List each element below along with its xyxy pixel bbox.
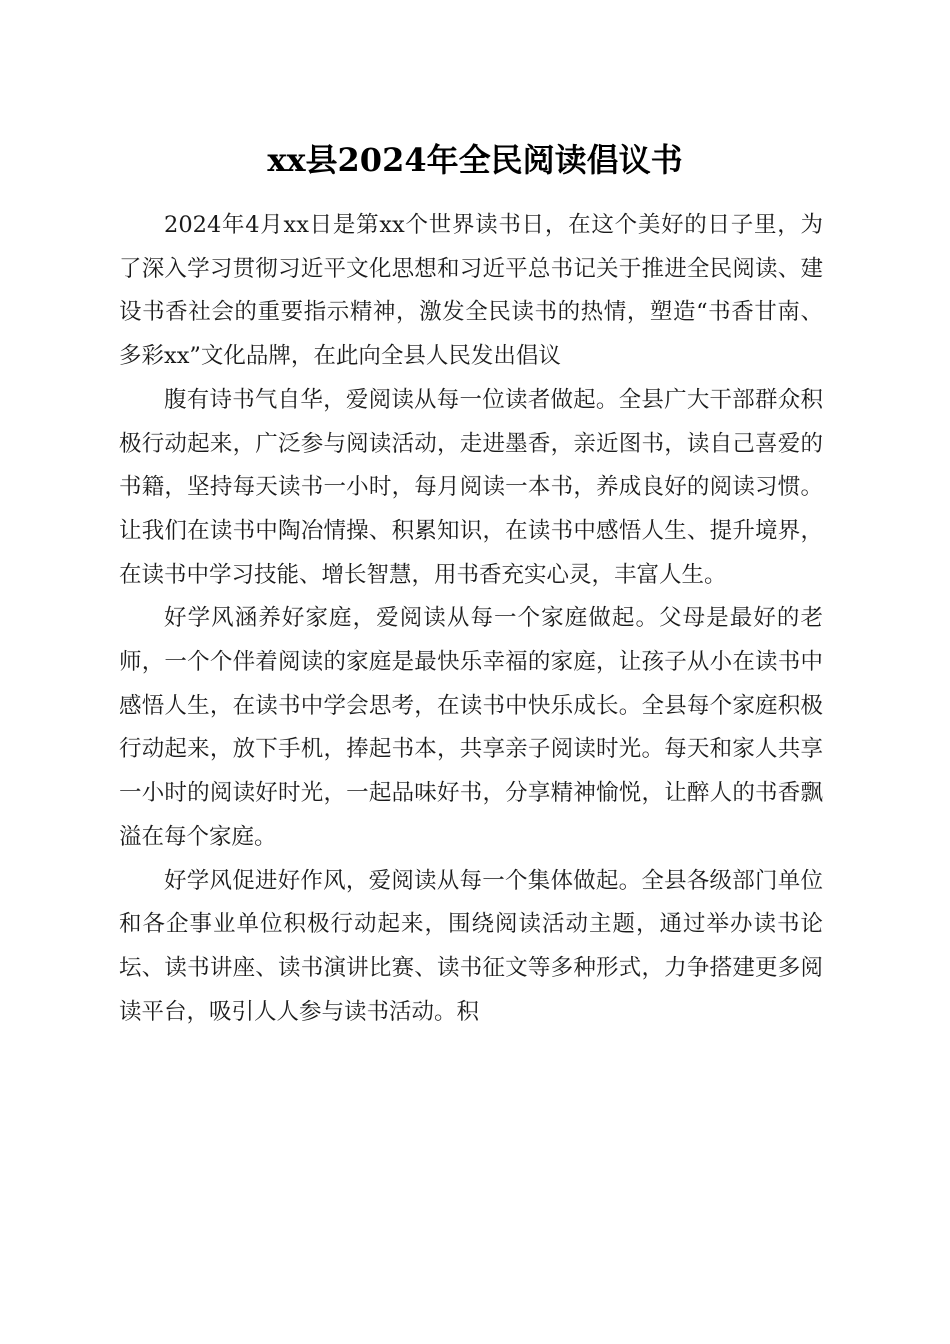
paragraph-readers: 腹有诗书气自华，爱阅读从每一位读者做起。全县广大干部群众积极行动起来，广泛参与阅读活动，走进墨香，亲近图书，读自己喜爱的书籍，坚持每天读书一小时，每月阅读一本书，养成良好的阅读习惯。让我们在读书中陶冶情操、积累知识，在读书中感悟人生、提升境界，在读书中学习技能、增长智慧，用书香充实心灵，丰富人生。 [119, 386, 823, 588]
paragraph-collectives: 好学风促进好作风，爱阅读从每一个集体做起。全县各级部门单位和各企事业单位积极行动起来，围绕阅读活动主题，通过举办读书论坛、读书讲座、读书演讲比赛、读书征文等多种形式，力争搭建更多阅读平台，吸引人人参与读书活动。积 [119, 867, 823, 1025]
document-body [119, 204, 823, 1034]
paragraph-families: 好学风涵养好家庭，爱阅读从每一个家庭做起。父母是最好的老师，一个个伴着阅读的家庭是最快乐幸福的家庭，让孩子从小在读书中感悟人生，在读书中学会思考，在读书中快乐成长。全县每个家庭积极行动起来，放下手机，捧起书本，共享亲子阅读时光。每天和家人共享一小时的阅读好时光，一起品味好书，分享精神愉悦，让醉人的书香飘溢在每个家庭。 [119, 605, 823, 850]
paragraph-intro: 2024年4月xx日是第xx个世界读书日，在这个美好的日子里，为了深入学习贯彻习近平文化思想和习近平总书记关于推进全民阅读、建设书香社会的重要指示精神，激发全民读书的热情，塑造“书香甘南、多彩xx”文化品牌，在此向全县人民发出倡议 [119, 212, 823, 370]
document-title: xx县2024年全民阅读倡议书 [267, 141, 683, 179]
